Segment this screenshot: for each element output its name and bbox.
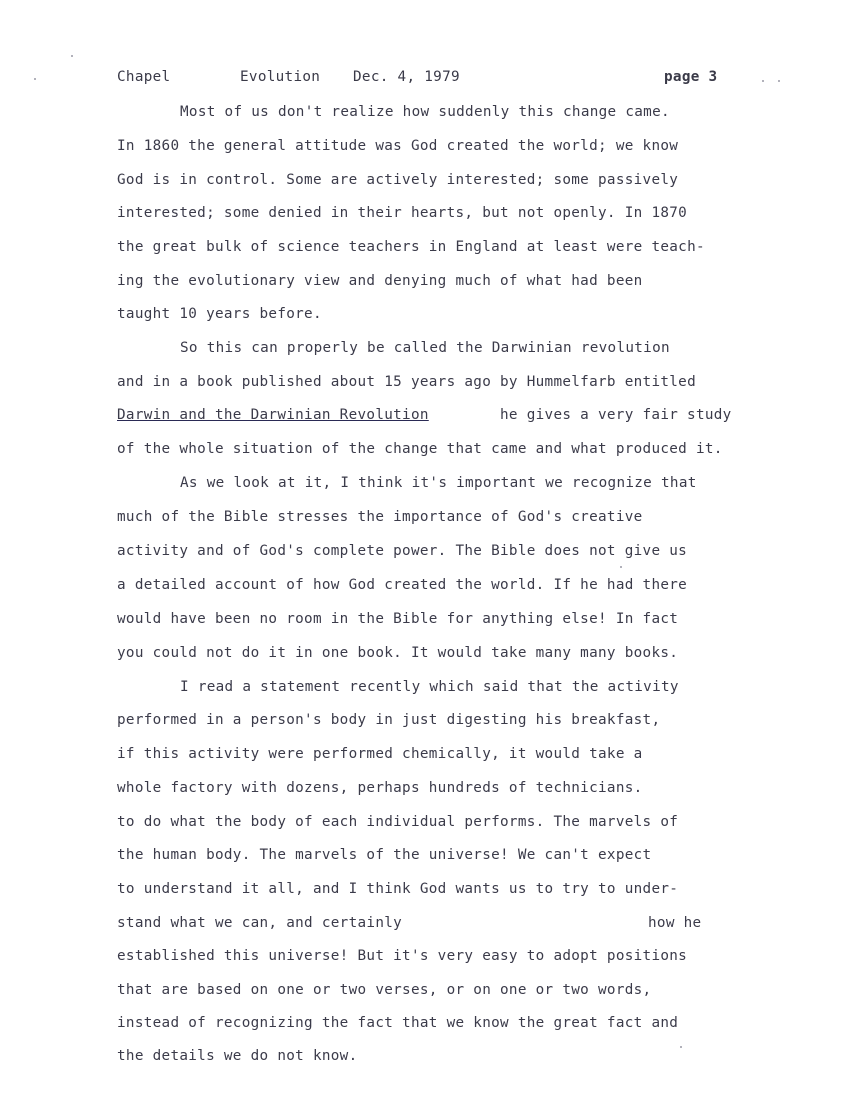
body-line: performed in a person's body in just digesting his breakfast, [117,712,661,728]
body-line: he gives a very fair study [500,407,732,423]
header-chapel: Chapel [117,69,171,85]
scan-speck [71,55,73,57]
body-line: interested; some denied in their hearts, but not openly. In 1870 [117,205,688,221]
body-line: As we look at it, I think it's important we recognize that [180,475,697,491]
scan-speck [620,566,622,568]
body-line: In 1860 the general attitude was God created the world; we know [117,138,679,154]
body-line: if this activity were performed chemically, it would take a [117,746,643,762]
body-line: established this universe! But it's very easy to adopt positions [117,948,688,964]
scan-speck [34,78,36,80]
body-line: God is in control. Some are actively interested; some passively [117,172,679,188]
body-line: activity and of God's complete power. The Bible does not give us [117,543,688,559]
body-line: the human body. The marvels of the universe! We can't expect [117,847,652,863]
body-line: Most of us don't realize how suddenly this change came. [180,104,670,120]
body-line: to understand it all, and I think God wants us to try to under- [117,881,679,897]
body-line: instead of recognizing the fact that we know the great fact and [117,1015,679,1031]
body-line: that are based on one or two verses, or on one or two words, [117,982,652,998]
scan-speck [762,80,764,82]
header-page-number: page 3 [664,69,718,85]
body-line: to do what the body of each individual performs. The marvels of [117,814,679,830]
body-line: would have been no room in the Bible for anything else! In fact [117,611,679,627]
body-line: and in a book published about 15 years ago by Hummelfarb entitled [117,374,696,390]
body-line: how he [648,915,702,931]
body-line: you could not do it in one book. It would take many many books. [117,645,679,661]
body-line: the great bulk of science teachers in England at least were teach- [117,239,705,255]
body-line: stand what we can, and certainly [117,915,403,931]
body-line: So this can properly be called the Darwinian revolution [180,340,670,356]
body-line: ing the evolutionary view and denying much of what had been [117,273,643,289]
header-topic: Evolution [240,69,321,85]
body-line: taught 10 years before. [117,306,322,322]
scan-speck [680,1046,682,1048]
body-line: a detailed account of how God created the world. If he had there [117,577,688,593]
body-line: I read a statement recently which said that the activity [180,679,679,695]
body-line: much of the Bible stresses the importance of God's creative [117,509,643,525]
body-line: whole factory with dozens, perhaps hundreds of technicians. [117,780,643,796]
body-line: of the whole situation of the change that came and what produced it. [117,441,723,457]
body-line: the details we do not know. [117,1048,358,1064]
scan-speck [778,80,780,82]
header-date: Dec. 4, 1979 [353,69,460,85]
book-title: Darwin and the Darwinian Revolution [117,407,429,423]
